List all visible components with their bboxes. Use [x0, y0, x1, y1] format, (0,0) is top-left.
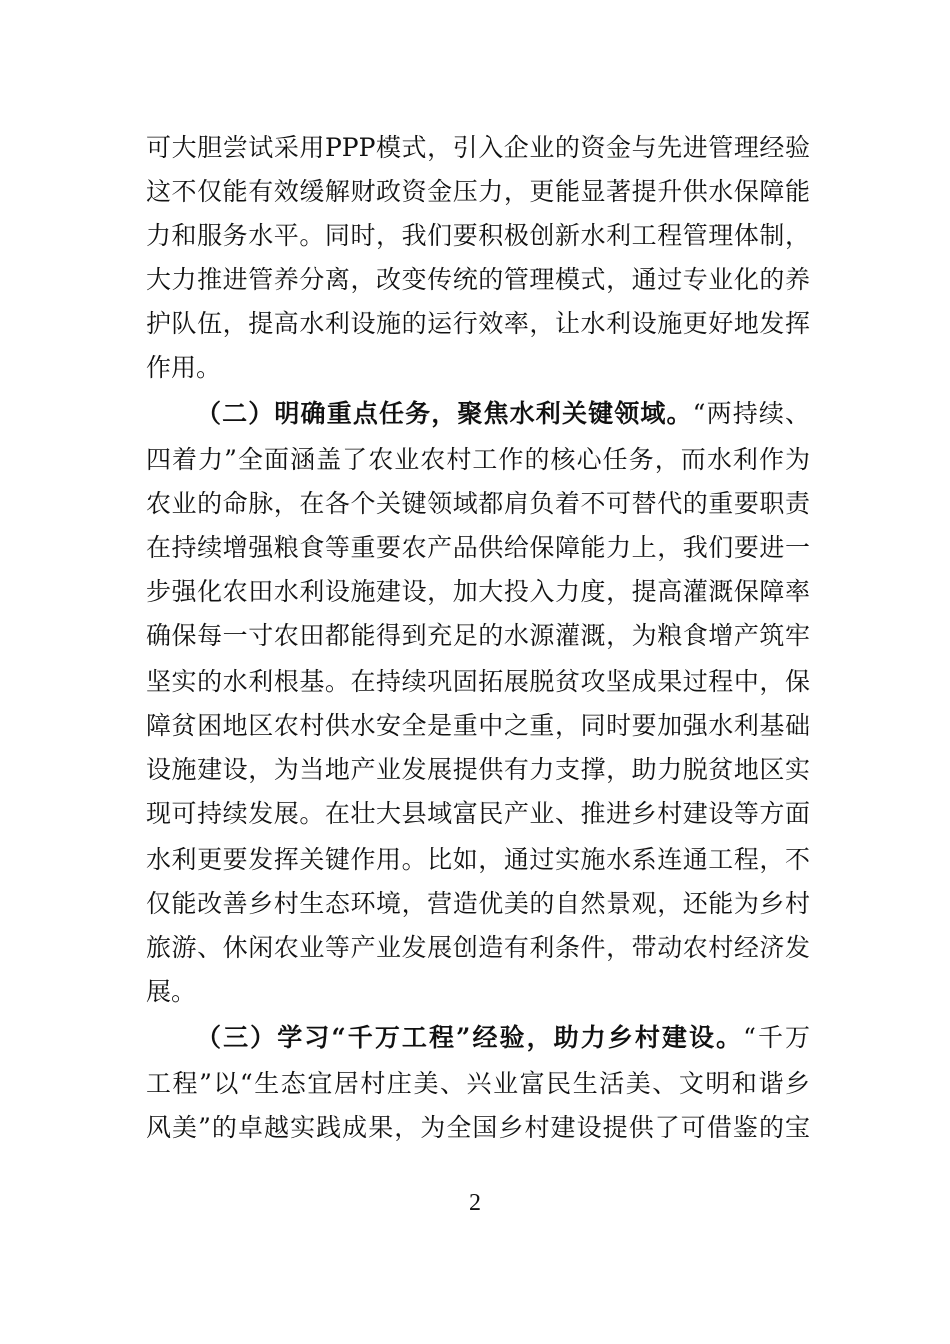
text-line: 确保每一寸农田都能得到充足的水源灌溉，为粮食增产筑牢: [146, 621, 810, 650]
text-line: 这不仅能有效缓解财政资金压力，更能显著提升供水保障能: [146, 177, 810, 206]
text-line: 四着力”全面涵盖了农业农村工作的核心任务，而水利作为: [146, 445, 810, 474]
section-heading-3-text: “千万: [743, 1023, 811, 1052]
text-line: 仅能改善乡村生态环境，营造优美的自然景观，还能为乡村: [146, 889, 810, 918]
text-line: 现可持续发展。在壮大县域富民产业、推进乡村建设等方面: [146, 799, 810, 828]
text-line: 坚实的水利根基。在持续巩固拓展脱贫攻坚成果过程中，保: [146, 667, 810, 696]
text-line: 旅游、休闲农业等产业发展创造有利条件，带动农村经济发: [146, 933, 810, 962]
text-line: 步强化农田水利设施建设，加大投入力度，提高灌溉保障率: [146, 577, 810, 606]
text-line: 作用。: [146, 353, 222, 382]
text-line: 工程”以“生态宜居村庄美、兴业富民生活美、文明和谐乡: [146, 1069, 810, 1098]
text-line: 水利更要发挥关键作用。比如，通过实施水系连通工程，不: [146, 845, 810, 874]
text-line: 护队伍，提高水利设施的运行效率，让水利设施更好地发挥: [146, 309, 810, 338]
text-line: 农业的命脉，在各个关键领域都肩负着不可替代的重要职责: [146, 489, 810, 518]
text-line: 在持续增强粮食等重要农产品供给保障能力上，我们要进一: [146, 533, 810, 562]
section-heading-2-text: “两持续、: [692, 399, 810, 428]
text-line: 风美”的卓越实践成果，为全国乡村建设提供了可借鉴的宝: [146, 1113, 810, 1142]
text-line: 展。: [146, 977, 197, 1006]
page-number: 2: [469, 1190, 481, 1216]
section-heading-2-title: （二）明确重点任务，聚焦水利关键领域。: [196, 399, 693, 428]
text-line: 设施建设，为当地产业发展提供有力支撑，助力脱贫地区实: [146, 755, 810, 784]
section-heading-3-title: （三）学习“千万工程”经验，助力乡村建设。: [196, 1023, 744, 1052]
text-line: 障贫困地区农村供水安全是重中之重，同时要加强水利基础: [146, 711, 810, 740]
text-line: 力和服务水平。同时，我们要积极创新水利工程管理体制，: [146, 221, 810, 250]
text-line: 可大胆尝试采用PPP模式，引入企业的资金与先进管理经验: [146, 133, 810, 162]
section-heading-3: [196, 1023, 810, 1053]
section-heading-2: [196, 399, 810, 429]
text-line: 大力推进管养分离，改变传统的管理模式，通过专业化的养: [146, 265, 810, 294]
